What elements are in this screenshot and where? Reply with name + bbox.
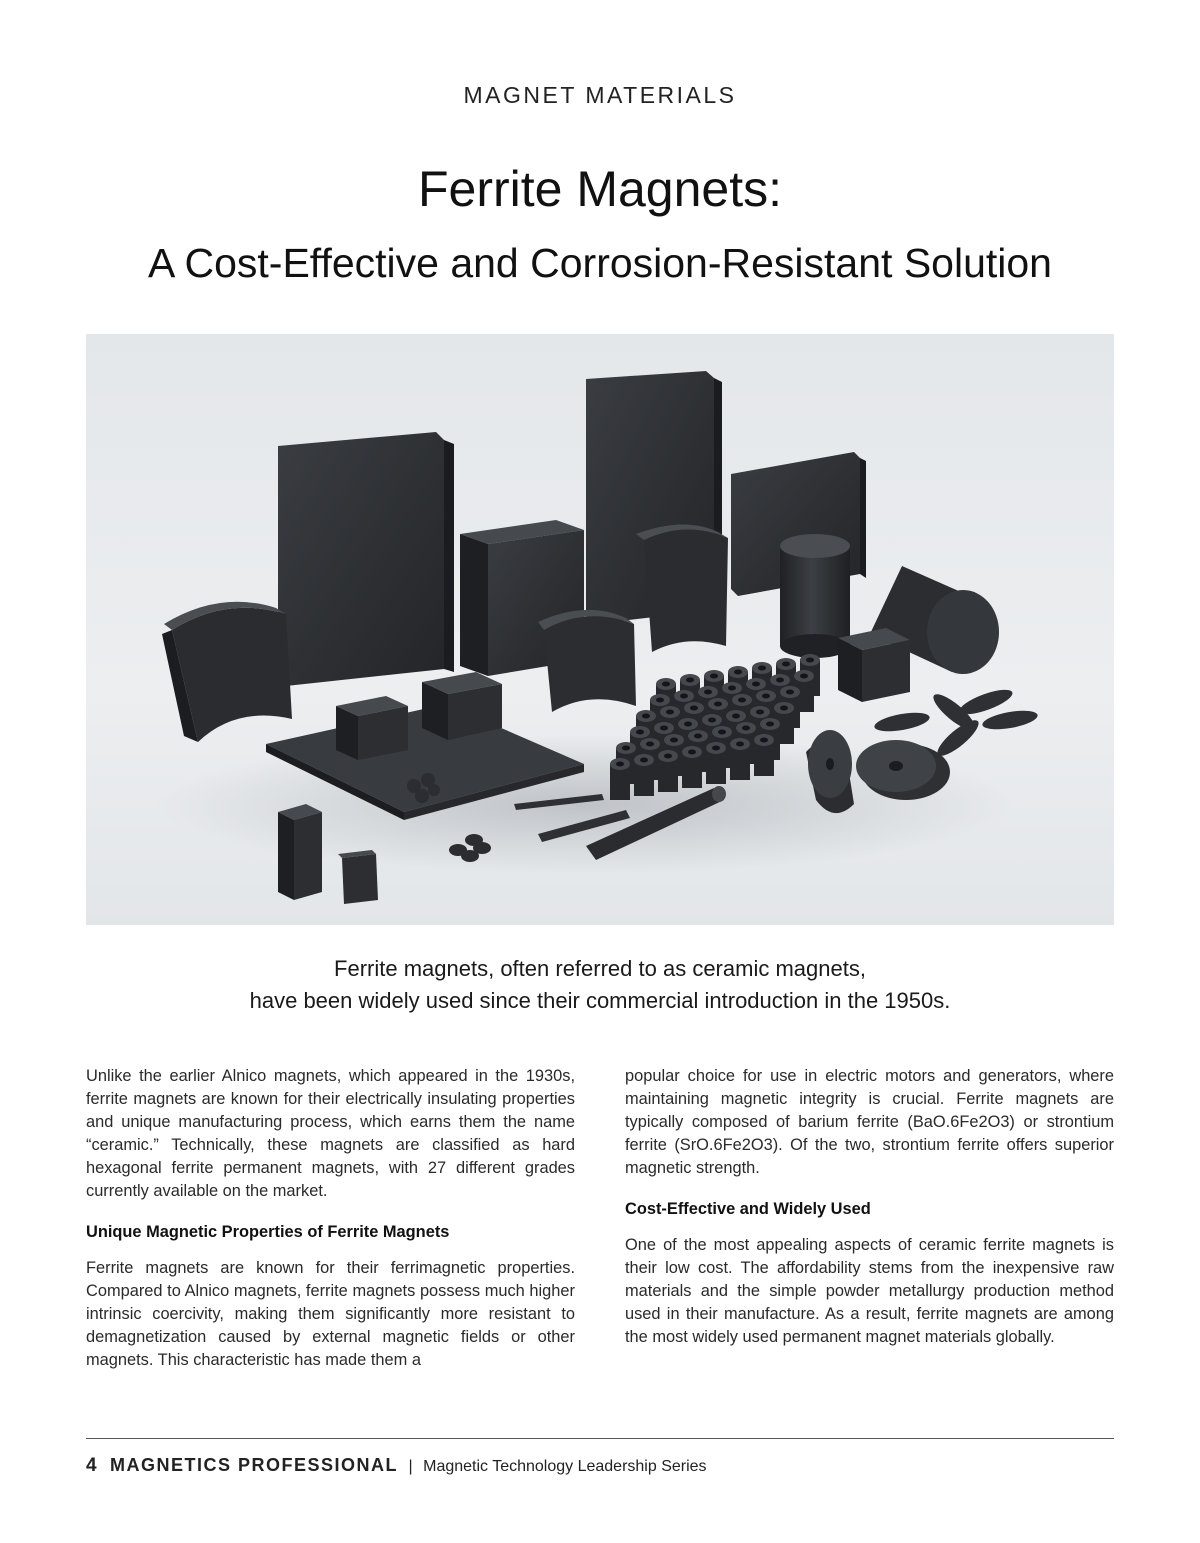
arc-segment-magnet-left xyxy=(162,602,292,742)
ring-magnet-hole xyxy=(732,714,740,719)
ring-magnet-hole xyxy=(780,706,788,711)
tall-block-magnet-left xyxy=(278,432,454,686)
page-footer xyxy=(86,1455,707,1477)
article-subtitle: A Cost-Effective and Corrosion-Resistant Solution xyxy=(148,240,1052,286)
ring-magnet-hole xyxy=(642,714,650,719)
ring-magnet-hole xyxy=(718,730,726,735)
footer-separator: | xyxy=(408,1458,413,1475)
publication-name: MAGNETICS PROFESSIONAL xyxy=(110,1455,399,1475)
body-paragraph-composition: popular choice for use in electric motors and generators, where maintaining magnetic integrity is crucial. Ferrite magnets are typically composed of barium ferrite (BaO.6Fe2O3) or strontium ferrite (SrO.6Fe2O3). Of the two, strontium ferrite offers superior magnetic strength. xyxy=(625,1067,1114,1177)
ring-magnet-hole xyxy=(776,678,784,683)
ring-magnet-hole xyxy=(756,710,764,715)
ring-magnet-hole xyxy=(752,682,760,687)
section-kicker: MAGNET MATERIALS xyxy=(463,82,737,108)
ring-magnet-hole xyxy=(686,678,694,683)
ring-magnet-hole xyxy=(662,682,670,687)
ring-magnet-hole xyxy=(762,694,770,699)
ring-magnet-hole xyxy=(736,742,744,747)
ring-magnet-hole xyxy=(714,702,722,707)
body-column-right xyxy=(625,1065,1114,1349)
ring-magnet-hole xyxy=(684,722,692,727)
ring-magnet-hole xyxy=(656,698,664,703)
lede-line-2: have been widely used since their commercial introduction in the 1950s. xyxy=(249,988,951,1013)
series-name: Magnetic Technology Leadership Series xyxy=(423,1458,707,1475)
ring-magnet-hole xyxy=(640,758,648,763)
body-column-left xyxy=(86,1065,575,1372)
magnets-illustration xyxy=(86,334,1114,925)
lede-line-1: Ferrite magnets, often referred to as ceramic magnets, xyxy=(334,956,866,981)
body-paragraph-intro: Unlike the earlier Alnico magnets, which appeared in the 1930s, ferrite magnets are known for their electrically insulating properties and unique manufacturing process, which earns them the name “ceramic.” Technically, these magnets are classified as hard hexagonal ferrite permanent magnets, with 27 different grades currently available on the market. xyxy=(86,1067,575,1200)
stacked-square-magnets xyxy=(838,628,910,702)
ring-magnet-hole xyxy=(694,734,702,739)
ring-magnet-hole xyxy=(680,694,688,699)
ring-magnet-hole xyxy=(704,690,712,695)
ring-magnet-hole xyxy=(664,754,672,759)
ring-magnet-hole xyxy=(758,666,766,671)
ring-magnet-hole xyxy=(690,706,698,711)
ring-magnet-hole xyxy=(622,746,630,751)
ring-magnet-hole xyxy=(688,750,696,755)
ring-magnet-hole xyxy=(660,726,668,731)
ring-magnet-hole xyxy=(636,730,644,735)
body-paragraph-properties: Ferrite magnets are known for their ferrimagnetic properties. Compared to Alnico magnets, ferrite magnets possess much higher intrinsic coercivity, making them significantly more resistant to demagnetization caused by external magnetic fields or other magnets. This characteristic has made them a xyxy=(86,1259,575,1369)
hero-image-ferrite-magnets xyxy=(86,334,1114,925)
ring-magnet-hole xyxy=(806,658,814,663)
ring-magnet-hole xyxy=(710,674,718,679)
ring-magnet-hole xyxy=(782,662,790,667)
ring-magnet-hole xyxy=(670,738,678,743)
ring-magnet-hole xyxy=(646,742,654,747)
body-paragraph-cost: One of the most appealing aspects of ceramic ferrite magnets is their low cost. The affordability stems from the inexpensive raw materials and the simple powder metallurgy production method used in their manufacture. As a result, ferrite magnets are among the most widely used permanent magnet materials globally. xyxy=(625,1236,1114,1346)
ring-magnet-hole xyxy=(708,718,716,723)
ring-magnet-hole xyxy=(728,686,736,691)
ring-magnet-hole xyxy=(786,690,794,695)
ring-magnet-hole xyxy=(760,738,768,743)
section-heading-cost-effective: Cost-Effective and Widely Used xyxy=(625,1200,871,1218)
ring-magnet-hole xyxy=(734,670,742,675)
small-arc-segment-magnet xyxy=(538,610,636,712)
page-number: 4 xyxy=(86,1455,98,1476)
article-title: Ferrite Magnets: xyxy=(417,161,782,217)
ring-magnet-hole xyxy=(800,674,808,679)
footer-divider xyxy=(86,1438,1114,1439)
section-heading-unique-properties: Unique Magnetic Properties of Ferrite Magnets xyxy=(86,1223,450,1241)
ring-magnet-hole xyxy=(766,722,774,727)
lede-paragraph xyxy=(0,953,1200,1017)
ring-magnet-hole xyxy=(742,726,750,731)
ring-magnet-hole xyxy=(738,698,746,703)
ring-magnet-hole xyxy=(616,762,624,767)
ring-magnet-hole xyxy=(712,746,720,751)
ring-magnet-hole xyxy=(666,710,674,715)
arc-segment-magnet-center xyxy=(636,524,728,652)
